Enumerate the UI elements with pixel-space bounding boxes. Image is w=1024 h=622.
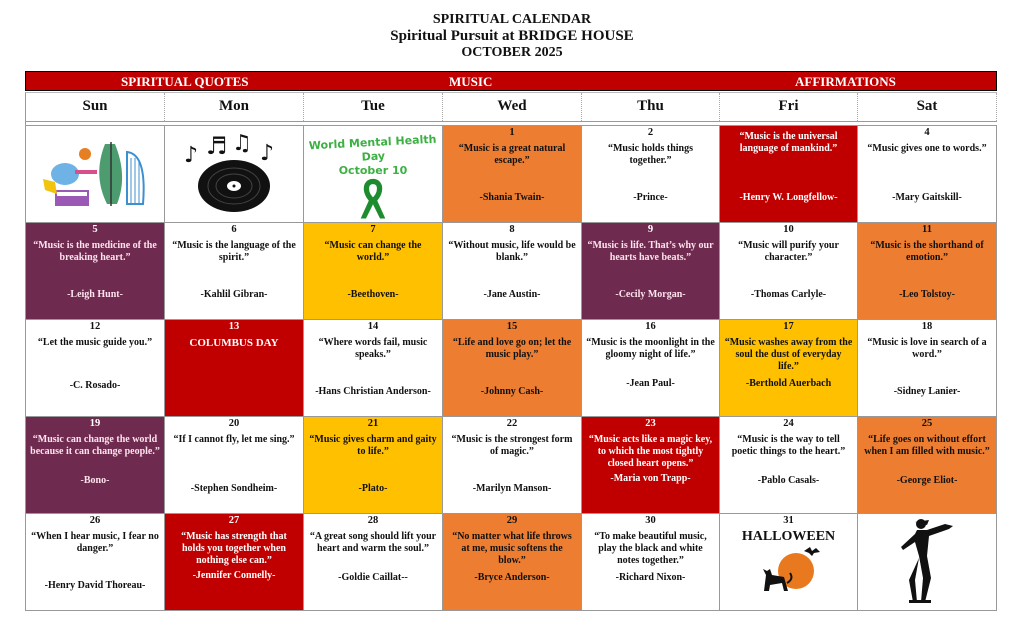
day-quote: “Music washes away from the soul the dust of everyday life.” bbox=[724, 337, 853, 372]
day-cell bbox=[858, 417, 997, 513]
day-number: 2 bbox=[647, 127, 654, 138]
day-number: 8 bbox=[509, 224, 515, 235]
quote-author: -Kahlil Gibran- bbox=[200, 289, 268, 300]
day-quote: “Music is life. That’s why our hearts have beats.” bbox=[587, 240, 714, 263]
calendar-month: OCTOBER 2025 bbox=[461, 45, 563, 60]
day-cell bbox=[443, 320, 582, 416]
quote-author: -Henry David Thoreau- bbox=[44, 580, 146, 591]
quote-author: -Bryce Anderson- bbox=[474, 572, 550, 583]
quote-author: -Jennifer Connelly- bbox=[192, 570, 276, 581]
calendar-subtitle: Spiritual Pursuit at BRIDGE HOUSE bbox=[390, 28, 634, 44]
day-quote: COLUMBUS DAY bbox=[189, 337, 279, 349]
day-cell bbox=[858, 514, 997, 610]
day-cell bbox=[582, 223, 720, 319]
day-number: 25 bbox=[921, 418, 933, 429]
day-number: 5 bbox=[92, 224, 98, 235]
day-cell bbox=[720, 514, 858, 610]
day-quote: “Music has strength that holds you together when nothing else can.” bbox=[181, 531, 287, 566]
day-quote: “Music acts like a magic key, to which the most tightly closed heart opens.” bbox=[588, 434, 713, 469]
band-left-label: SPIRITUAL QUOTES bbox=[121, 74, 249, 89]
day-quote: “To make beautiful music, play the black and white notes together.” bbox=[594, 531, 707, 566]
day-number: 7 bbox=[370, 224, 376, 235]
day-number: 12 bbox=[89, 321, 101, 332]
day-number: 23 bbox=[645, 418, 656, 429]
quote-author: -Leo Tolstoy- bbox=[899, 289, 955, 300]
week-row bbox=[26, 126, 997, 223]
quote-author: -Richard Nixon- bbox=[615, 572, 686, 583]
day-quote: “Life goes on without effort when I am filled with music.” bbox=[864, 434, 990, 457]
day-number: 16 bbox=[645, 321, 656, 332]
day-number: 18 bbox=[921, 321, 933, 332]
week-row bbox=[26, 223, 997, 320]
day-number: 9 bbox=[647, 224, 654, 235]
week-row bbox=[26, 417, 997, 514]
day-number: 1 bbox=[509, 127, 515, 138]
day-quote: “Music can change the world because it can change people.” bbox=[30, 434, 160, 457]
quote-author: -George Eliot- bbox=[896, 475, 958, 486]
mental-health-day-title: World Mental Health Day bbox=[308, 132, 437, 164]
quote-author: -Plato- bbox=[358, 483, 388, 494]
day-quote: “Music is the shorthand of emotion.” bbox=[870, 240, 984, 263]
day-quote: “When I hear music, I fear no danger.” bbox=[31, 531, 159, 554]
day-number: 10 bbox=[783, 224, 794, 235]
day-cell bbox=[443, 417, 582, 513]
quote-author: -Shania Twain- bbox=[479, 192, 545, 203]
day-cell bbox=[582, 320, 720, 416]
day-quote: “Music is a great natural escape.” bbox=[458, 143, 566, 166]
day-quote: “Life and love go on; let the music play.” bbox=[452, 337, 572, 360]
day-number bbox=[720, 126, 857, 127]
mental-health-day-date: October 10 bbox=[338, 164, 408, 177]
day-number: 29 bbox=[506, 515, 518, 526]
day-cell bbox=[26, 223, 165, 319]
day-number: 19 bbox=[89, 418, 101, 429]
day-number: 31 bbox=[783, 515, 794, 526]
day-cell bbox=[165, 126, 304, 222]
day-quote: “Music can change the world.” bbox=[324, 240, 422, 263]
day-quote: “Music is love in search of a word.” bbox=[867, 337, 987, 360]
day-quote: “Music is the universal language of mankind.” bbox=[739, 131, 838, 154]
day-cell bbox=[304, 126, 443, 222]
quote-author: -Pablo Casals- bbox=[757, 475, 820, 486]
day-number: 15 bbox=[506, 321, 518, 332]
day-cell bbox=[26, 417, 165, 513]
day-quote: HALLOWEEN bbox=[741, 529, 836, 544]
weekday-sun: Sun bbox=[26, 93, 165, 121]
record-and-notes-icon bbox=[174, 134, 294, 214]
instruments-icon bbox=[35, 134, 155, 214]
quote-author: -Leigh Hunt- bbox=[67, 289, 123, 300]
week-row bbox=[26, 514, 997, 611]
quote-author: -Berthold Auerbach bbox=[745, 378, 832, 389]
day-quote: “Music is the way to tell poetic things to the heart.” bbox=[731, 434, 846, 457]
quote-author: -Marilyn Manson- bbox=[472, 483, 552, 494]
day-number: 6 bbox=[231, 224, 237, 235]
band-right-label: AFFIRMATIONS bbox=[795, 74, 896, 89]
day-cell bbox=[165, 320, 304, 416]
day-cell bbox=[26, 514, 165, 610]
day-quote: “A great song should lift your heart and warm the soul.” bbox=[309, 531, 437, 554]
day-number: 11 bbox=[922, 224, 932, 235]
day-number: 26 bbox=[89, 515, 101, 526]
quote-author: -Mary Gaitskill- bbox=[892, 192, 962, 203]
quote-author: -Johnny Cash- bbox=[480, 386, 544, 397]
quote-author: -Sidney Lanier- bbox=[893, 386, 961, 397]
weekday-sat: Sat bbox=[858, 93, 997, 121]
theme-band bbox=[25, 71, 997, 91]
halloween-cat-moon-icon bbox=[754, 543, 824, 593]
day-cell bbox=[720, 223, 858, 319]
mental-health-ribbon-icon bbox=[353, 178, 393, 222]
day-quote: “Music will purify your character.” bbox=[738, 240, 839, 263]
day-quote: “Music is the language of the spirit.” bbox=[172, 240, 296, 263]
weeks-container bbox=[26, 126, 997, 611]
day-quote: “Music holds things together.” bbox=[607, 143, 694, 166]
day-cell bbox=[304, 417, 443, 513]
day-number: 4 bbox=[924, 127, 930, 138]
day-number: 22 bbox=[506, 418, 518, 429]
day-quote: “Music is the moonlight in the gloomy night of life.” bbox=[586, 337, 715, 360]
weekday-header-row bbox=[26, 93, 997, 122]
quote-author: -Bono- bbox=[80, 475, 110, 486]
quote-author: -Stephen Sondheim- bbox=[190, 483, 278, 494]
day-quote: “Music is the strongest form of magic.” bbox=[451, 434, 573, 457]
day-quote: “Music gives charm and gaity to life.” bbox=[309, 434, 437, 457]
day-cell bbox=[165, 223, 304, 319]
day-quote: “Where words fail, music speaks.” bbox=[318, 337, 428, 360]
day-cell bbox=[26, 126, 165, 222]
day-cell bbox=[720, 320, 858, 416]
quote-author: -Cecily Morgan- bbox=[615, 289, 686, 300]
day-number: 13 bbox=[228, 321, 240, 332]
quote-author: -Goldie Caillat-- bbox=[338, 572, 408, 583]
quote-author: -Hans Christian Anderson- bbox=[315, 386, 431, 397]
day-quote: “Music is the medicine of the breaking heart.” bbox=[33, 240, 157, 263]
day-cell bbox=[582, 514, 720, 610]
day-number: 27 bbox=[228, 515, 240, 526]
day-cell bbox=[304, 514, 443, 610]
quote-author: -C. Rosado- bbox=[69, 380, 121, 391]
day-cell bbox=[304, 223, 443, 319]
day-cell bbox=[304, 320, 443, 416]
day-cell bbox=[443, 126, 582, 222]
day-number: 24 bbox=[783, 418, 794, 429]
day-number: 17 bbox=[783, 321, 794, 332]
day-number: 14 bbox=[367, 321, 379, 332]
day-number: 30 bbox=[645, 515, 656, 526]
day-number: 20 bbox=[228, 418, 240, 429]
day-number: 21 bbox=[367, 418, 379, 429]
day-quote: “Let the music guide you.” bbox=[37, 337, 153, 348]
dancer-silhouette-icon bbox=[897, 516, 957, 606]
day-cell bbox=[443, 514, 582, 610]
weekday-mon: Mon bbox=[165, 93, 304, 121]
week-row bbox=[26, 320, 997, 417]
day-cell bbox=[720, 417, 858, 513]
weekday-tue: Tue bbox=[304, 93, 443, 121]
day-quote: “Without music, life would be blank.” bbox=[448, 240, 576, 263]
day-cell bbox=[26, 320, 165, 416]
weekday-thu: Thu bbox=[582, 93, 720, 121]
quote-author: -Thomas Carlyle- bbox=[750, 289, 827, 300]
weekday-wed: Wed bbox=[443, 93, 582, 121]
day-cell bbox=[858, 320, 997, 416]
day-cell bbox=[443, 223, 582, 319]
quote-author: -Jane Austin- bbox=[483, 289, 541, 300]
band-center-label: MUSIC bbox=[449, 74, 493, 89]
quote-author: -Prince- bbox=[633, 192, 668, 203]
day-quote: “No matter what life throws at me, music softens the blow.” bbox=[452, 531, 572, 566]
day-quote: “Music gives one to words.” bbox=[867, 143, 987, 154]
weekday-fri: Fri bbox=[720, 93, 858, 121]
day-cell bbox=[165, 514, 304, 610]
day-cell bbox=[582, 126, 720, 222]
day-cell bbox=[858, 126, 997, 222]
day-cell bbox=[720, 126, 858, 222]
day-number: 28 bbox=[367, 515, 379, 526]
day-cell bbox=[858, 223, 997, 319]
day-cell bbox=[582, 417, 720, 513]
quote-author: -Beethoven- bbox=[347, 289, 399, 300]
quote-author: -Henry W. Longfellow- bbox=[739, 192, 838, 203]
quote-author: -Maria von Trapp- bbox=[610, 473, 691, 484]
calendar-title: SPIRITUAL CALENDAR bbox=[432, 12, 592, 27]
calendar-grid bbox=[25, 92, 997, 611]
day-cell bbox=[165, 417, 304, 513]
quote-author: -Jean Paul- bbox=[626, 378, 675, 389]
day-quote: “If I cannot fly, let me sing.” bbox=[173, 434, 295, 445]
